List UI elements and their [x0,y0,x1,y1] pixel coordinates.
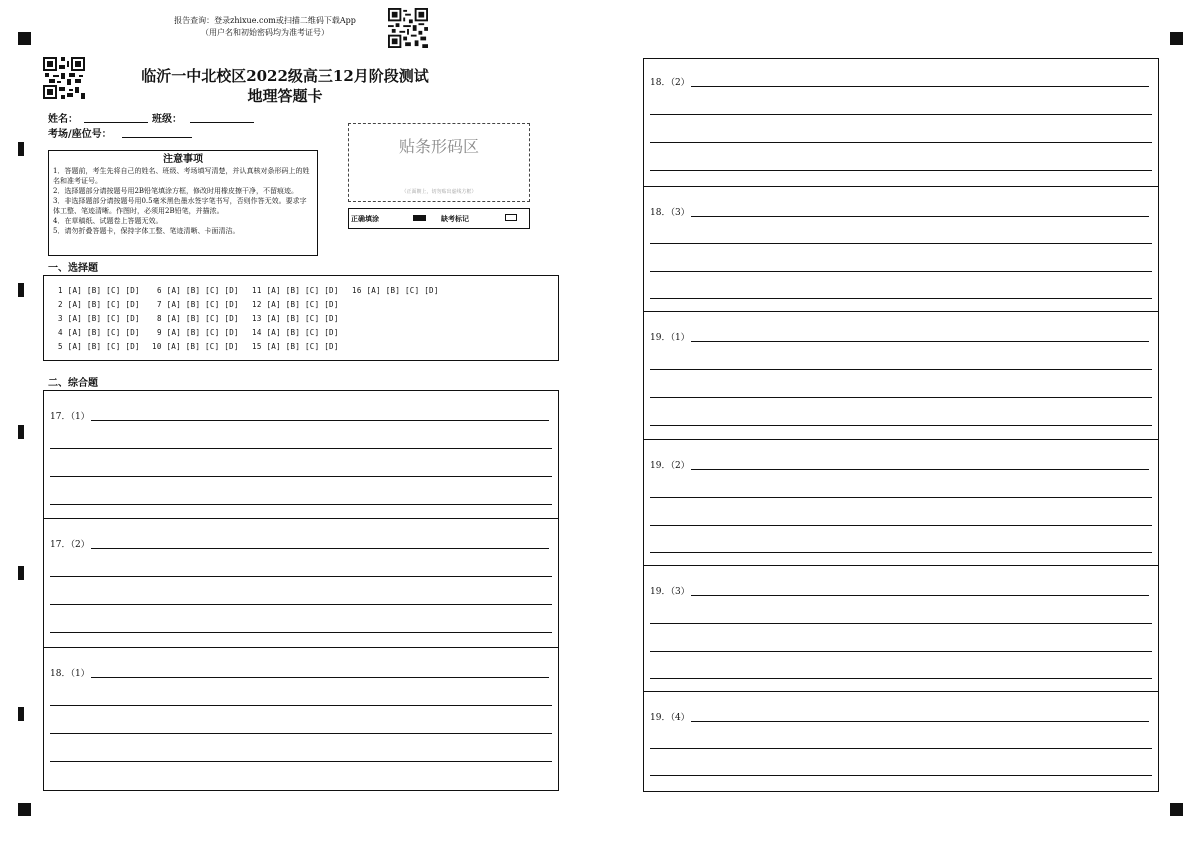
registration-mark-icon [1170,32,1183,45]
answer-line[interactable] [50,761,552,762]
answer-box-18-2 [643,58,1159,187]
answer-line[interactable] [91,677,549,678]
timing-mark-icon [18,425,24,439]
answer-box-17-1 [43,390,559,519]
name-field[interactable] [84,110,148,123]
choice-row-6[interactable]: 6 [A] [B] [C] [D] [157,286,239,295]
report-query-line2: （用户名和初始密码均为准考证号） [201,28,329,37]
choice-row-3[interactable]: 3 [A] [B] [C] [D] [58,314,140,323]
answer-line[interactable] [650,114,1152,115]
question-label-17-1: 17．（1） [50,412,90,422]
answer-line[interactable] [50,705,552,706]
choice-row-8[interactable]: 8 [A] [B] [C] [D] [157,314,239,323]
exam-title-line1: 临沂一中北校区2022级高三12月阶段测试 [141,67,429,85]
class-label: 班级： [152,114,182,125]
choice-row-13[interactable]: 13 [A] [B] [C] [D] [252,314,339,323]
choice-answer-box [43,275,559,361]
question-label-19-1: 19．（1） [650,333,690,343]
question-label-18-2: 18．（2） [650,78,690,88]
absent-mark-checkbox[interactable] [505,214,517,221]
question-label-19-3: 19．（3） [650,587,690,597]
answer-line[interactable] [650,271,1152,272]
exam-title-line2: 地理答题卡 [247,87,323,105]
report-query-line1: 报告查询：登录zhixue.com或扫描二维码下载App [174,16,356,25]
notice-item: 3．非选择题部分请按题号用0.5毫米黑色墨水签字笔书写，否则作答无效。要求字体工整、笔迹清晰。作图时，必须用2B铅笔，并描浓。 [53,197,307,215]
name-label: 姓名： [48,114,78,125]
answer-line[interactable] [650,552,1152,553]
answer-line[interactable] [691,216,1149,217]
choice-row-11[interactable]: 11 [A] [B] [C] [D] [252,286,339,295]
answer-line[interactable] [691,86,1149,87]
answer-line[interactable] [650,525,1152,526]
answer-box-19-3 [643,565,1159,692]
answer-box-19-2 [643,439,1159,566]
answer-line[interactable] [50,632,552,633]
answer-line[interactable] [691,469,1149,470]
answer-box-17-2 [43,518,559,648]
answer-line[interactable] [650,298,1152,299]
notice-item: 5．请勿折叠答题卡，保持字体工整、笔迹清晰、卡面清洁。 [53,227,240,235]
choice-row-16[interactable]: 16 [A] [B] [C] [D] [352,286,439,295]
choice-row-2[interactable]: 2 [A] [B] [C] [D] [58,300,140,309]
choice-row-14[interactable]: 14 [A] [B] [C] [D] [252,328,339,337]
choice-row-9[interactable]: 9 [A] [B] [C] [D] [157,328,239,337]
correct-fill-label: 正确填涂 [351,214,379,223]
registration-mark-icon [18,32,31,45]
notice-item: 4．在草稿纸、试题卷上答题无效。 [53,217,163,225]
answer-box-18-1 [43,647,559,791]
answer-line[interactable] [691,341,1149,342]
answer-line[interactable] [91,420,549,421]
timing-mark-icon [18,707,24,721]
answer-box-18-3 [643,186,1159,312]
report-query-info [150,15,380,39]
registration-mark-icon [1170,803,1183,816]
choice-row-1[interactable]: 1 [A] [B] [C] [D] [58,286,140,295]
answer-line[interactable] [650,243,1152,244]
answer-line[interactable] [650,651,1152,652]
timing-mark-icon [18,142,24,156]
answer-line[interactable] [91,548,549,549]
question-label-19-2: 19．（2） [650,461,690,471]
answer-line[interactable] [50,604,552,605]
answer-line[interactable] [50,448,552,449]
barcode-area [348,123,530,202]
exam-title [110,66,460,106]
question-label-18-1: 18．（1） [50,669,90,679]
answer-line[interactable] [691,721,1149,722]
answer-line[interactable] [650,170,1152,171]
barcode-note: （正面朝上，切勿贴出虚线方框） [401,189,477,195]
choice-row-7[interactable]: 7 [A] [B] [C] [D] [157,300,239,309]
barcode-title: 贴条形码区 [398,137,479,156]
timing-mark-icon [18,566,24,580]
answer-line[interactable] [691,595,1149,596]
absent-mark-label: 缺考标记 [441,214,469,223]
notice-item: 1．答题前，考生先将自己的姓名、班级、考场填写清楚，并认真核对条形码上的姓名和准考证号。 [53,167,310,185]
notice-title: 注意事项 [163,154,203,165]
answer-line[interactable] [650,775,1152,776]
answer-line[interactable] [650,623,1152,624]
seat-label: 考场/座位号： [48,129,112,140]
choice-section-title: 一、选择题 [48,263,98,274]
choice-row-15[interactable]: 15 [A] [B] [C] [D] [252,342,339,351]
qr-code-icon [388,8,428,48]
answer-box-19-4 [643,691,1159,792]
answer-box-19-1 [643,311,1159,440]
answer-line[interactable] [650,369,1152,370]
answer-line[interactable] [650,142,1152,143]
choice-row-4[interactable]: 4 [A] [B] [C] [D] [58,328,140,337]
answer-line[interactable] [50,576,552,577]
seat-field[interactable] [122,125,192,138]
notice-box [48,150,318,256]
correct-fill-sample-icon [413,215,426,221]
timing-mark-icon [18,283,24,297]
choice-row-10[interactable]: 10 [A] [B] [C] [D] [152,342,239,351]
qr-code-icon [43,57,85,99]
question-label-17-2: 17．（2） [50,540,90,550]
answer-line[interactable] [50,733,552,734]
answer-line[interactable] [50,504,552,505]
choice-row-12[interactable]: 12 [A] [B] [C] [D] [252,300,339,309]
class-field[interactable] [190,110,254,123]
question-label-18-3: 18．（3） [650,208,690,218]
answer-line[interactable] [650,425,1152,426]
answer-line[interactable] [50,476,552,477]
answer-line[interactable] [650,678,1152,679]
answer-line[interactable] [650,748,1152,749]
comprehensive-section-title: 二、综合题 [48,378,98,389]
choice-row-5[interactable]: 5 [A] [B] [C] [D] [58,342,140,351]
notice-item: 2．选择题部分请按题号用2B铅笔填涂方框，修改时用橡皮擦干净，不留痕迹。 [53,187,299,195]
fill-legend [348,208,530,229]
registration-mark-icon [18,803,31,816]
answer-line[interactable] [650,497,1152,498]
answer-line[interactable] [650,397,1152,398]
question-label-19-4: 19．（4） [650,713,690,723]
